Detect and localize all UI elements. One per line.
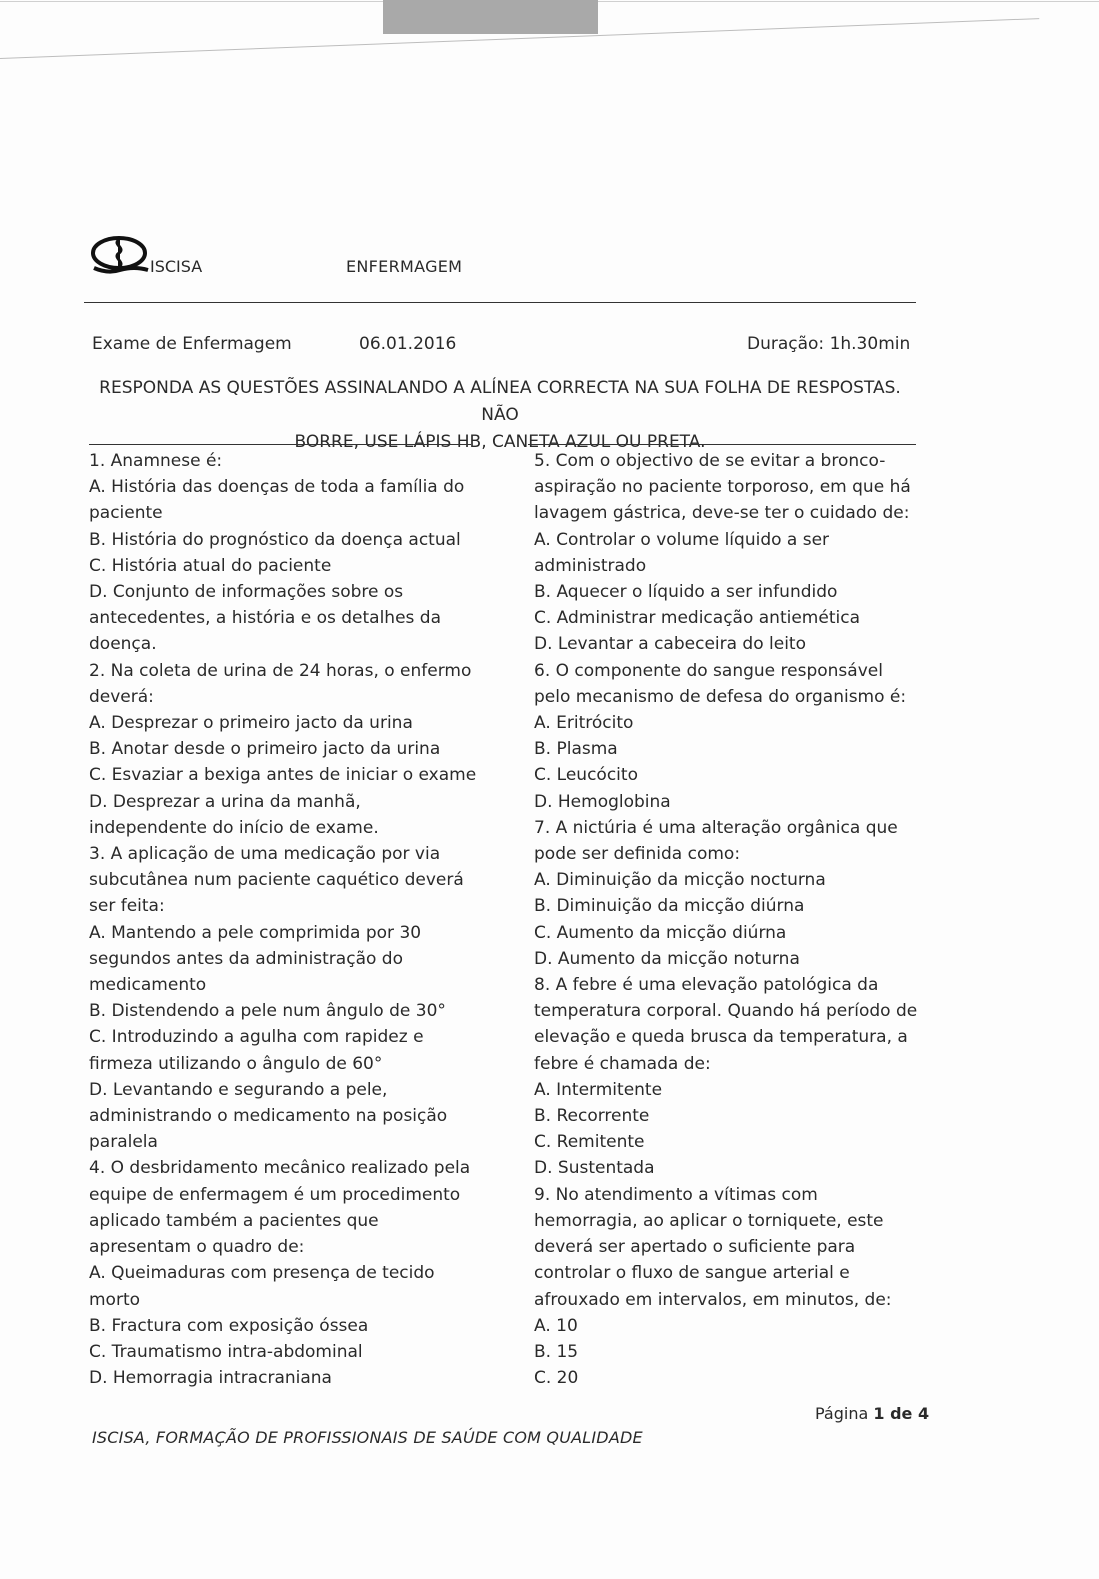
question-line: C. 20 bbox=[534, 1368, 579, 1389]
question-line: equipe de enfermagem é um procedimento bbox=[89, 1184, 461, 1205]
exam-date: 06.01.2016 bbox=[359, 334, 457, 354]
question-line: morto bbox=[89, 1289, 141, 1310]
question-line: B. Distendendo a pele num ângulo de 30° bbox=[89, 1001, 446, 1022]
question-line: apresentam o quadro de: bbox=[89, 1237, 305, 1258]
question-line: B. Plasma bbox=[534, 739, 618, 760]
question-line: A. História das doenças de toda a família do bbox=[89, 477, 465, 498]
question-line: controlar o fluxo de sangue arterial e bbox=[534, 1263, 850, 1284]
question-line: antecedentes, a história e os detalhes da bbox=[89, 608, 441, 629]
exam-duration: Duração: 1h.30min bbox=[747, 334, 911, 354]
question-line: A. Mantendo a pele comprimida por 30 bbox=[89, 922, 422, 943]
question-line: B. História do prognóstico da doença actual bbox=[89, 529, 461, 550]
question-line: segundos antes da administração do bbox=[89, 948, 403, 969]
question-line: A. Controlar o volume líquido a ser bbox=[534, 529, 830, 550]
question-line: C. Leucócito bbox=[534, 765, 638, 786]
question-line: B. Recorrente bbox=[534, 1106, 650, 1127]
page-separator: de bbox=[884, 1404, 918, 1423]
question-line: D. Aumento da micção noturna bbox=[534, 948, 800, 969]
question-line: elevação e queda brusca da temperatura, a bbox=[534, 1027, 908, 1048]
question-line: pelo mecanismo de defesa do organismo é: bbox=[534, 686, 907, 707]
question-line: subcutânea num paciente caquético deverá bbox=[89, 870, 464, 891]
page-prefix: Página bbox=[815, 1404, 874, 1423]
question-line: deverá: bbox=[89, 686, 154, 707]
question-line: temperatura corporal. Quando há período de bbox=[534, 1001, 918, 1022]
question-line: aplicado também a pacientes que bbox=[89, 1210, 379, 1231]
question-line: 2. Na coleta de urina de 24 horas, o enfermo bbox=[89, 660, 472, 681]
department-name: ENFERMAGEM bbox=[346, 257, 463, 276]
question-line: independente do início de exame. bbox=[89, 817, 379, 838]
question-line: D. Conjunto de informações sobre os bbox=[89, 582, 404, 603]
question-line: administrando o medicamento na posição bbox=[89, 1106, 448, 1127]
question-line: 1. Anamnese é: bbox=[89, 451, 223, 471]
question-line: deverá ser apertado o suficiente para bbox=[534, 1237, 856, 1258]
question-line: C. Administrar medicação antiemética bbox=[534, 608, 860, 629]
question-line: A. Queimaduras com presença de tecido bbox=[89, 1263, 435, 1284]
question-line: medicamento bbox=[89, 975, 207, 996]
question-line: D. Sustentada bbox=[534, 1158, 655, 1179]
question-line: B. Anotar desde o primeiro jacto da urina bbox=[89, 739, 441, 760]
question-line: A. Eritrócito bbox=[534, 713, 634, 734]
question-line: 5. Com o objectivo de se evitar a bronco- bbox=[534, 451, 886, 471]
questions-right-column bbox=[534, 448, 934, 1391]
question-line: C. História atual do paciente bbox=[89, 555, 332, 576]
question-line: 9. No atendimento a vítimas com bbox=[534, 1184, 818, 1205]
question-line: C. Remitente bbox=[534, 1132, 645, 1153]
question-line: aspiração no paciente torporoso, em que há bbox=[534, 477, 911, 498]
question-line: D. Hemoglobina bbox=[534, 791, 671, 812]
question-line: C. Esvaziar a bexiga antes de iniciar o exame bbox=[89, 765, 477, 786]
question-line: C. Introduzindo a agulha com rapidez e bbox=[89, 1027, 424, 1048]
page-current: 1 bbox=[873, 1404, 885, 1423]
question-line: firmeza utilizando o ângulo de 60° bbox=[89, 1053, 383, 1074]
question-line: D. Levantando e segurando a pele, bbox=[89, 1079, 388, 1100]
question-line: doença. bbox=[89, 634, 157, 655]
question-line: C. Traumatismo intra-abdominal bbox=[89, 1341, 363, 1362]
question-line: A. 10 bbox=[534, 1315, 578, 1336]
instructions-line-1: RESPONDA AS QUESTÕES ASSINALANDO A ALÍNEA CORRECTA NA SUA FOLHA DE RESPOSTAS. NÃO bbox=[99, 378, 901, 425]
question-line: lavagem gástrica, deve-se ter o cuidado de: bbox=[534, 503, 910, 524]
page-total: 4 bbox=[917, 1404, 930, 1423]
question-line: paciente bbox=[89, 503, 163, 524]
question-line: B. Diminuição da micção diúrna bbox=[534, 896, 805, 917]
header-divider bbox=[84, 302, 916, 303]
question-line: febre é chamada de: bbox=[534, 1053, 711, 1074]
question-line: D. Hemorragia intracraniana bbox=[89, 1368, 332, 1389]
page-number bbox=[815, 1404, 929, 1423]
question-line: D. Desprezar a urina da manhã, bbox=[89, 791, 361, 812]
instructions-line-2: BORRE, USE LÁPIS HB, CANETA AZUL OU PRETA. bbox=[294, 432, 706, 452]
question-line: B. Fractura com exposição óssea bbox=[89, 1315, 369, 1336]
question-line: A. Intermitente bbox=[534, 1079, 663, 1100]
left-column-rule bbox=[89, 444, 471, 445]
question-line: paralela bbox=[89, 1132, 158, 1153]
question-line: A. Diminuição da micção nocturna bbox=[534, 870, 826, 891]
scan-clip-shadow bbox=[383, 0, 598, 34]
iscisa-logo-icon bbox=[90, 234, 152, 276]
question-line: 6. O componente do sangue responsável bbox=[534, 660, 883, 681]
question-line: ser feita: bbox=[89, 896, 165, 917]
question-line: 7. A nictúria é uma alteração orgânica que bbox=[534, 817, 898, 838]
question-line: A. Desprezar o primeiro jacto da urina bbox=[89, 713, 413, 734]
question-line: C. Aumento da micção diúrna bbox=[534, 922, 787, 943]
question-line: afrouxado em intervalos, em minutos, de: bbox=[534, 1289, 892, 1310]
question-line: B. 15 bbox=[534, 1341, 579, 1362]
right-column-rule bbox=[528, 444, 916, 445]
exam-title: Exame de Enfermagem bbox=[92, 334, 292, 354]
question-line: 4. O desbridamento mecânico realizado pela bbox=[89, 1158, 471, 1179]
question-line: administrado bbox=[534, 555, 647, 576]
question-line: pode ser definida como: bbox=[534, 844, 741, 865]
document-header bbox=[84, 232, 916, 292]
footer-slogan: ISCISA, FORMAÇÃO DE PROFISSIONAIS DE SAÚDE COM QUALIDADE bbox=[92, 1428, 643, 1447]
question-line: 8. A febre é uma elevação patológica da bbox=[534, 975, 879, 996]
questions-left-column bbox=[89, 448, 489, 1391]
institution-name: ISCISA bbox=[150, 257, 203, 276]
question-line: hemorragia, ao aplicar o torniquete, este bbox=[534, 1210, 884, 1231]
question-line: D. Levantar a cabeceira do leito bbox=[534, 634, 806, 655]
question-line: 3. A aplicação de uma medicação por via bbox=[89, 844, 441, 865]
question-line: B. Aquecer o líquido a ser infundido bbox=[534, 582, 838, 603]
